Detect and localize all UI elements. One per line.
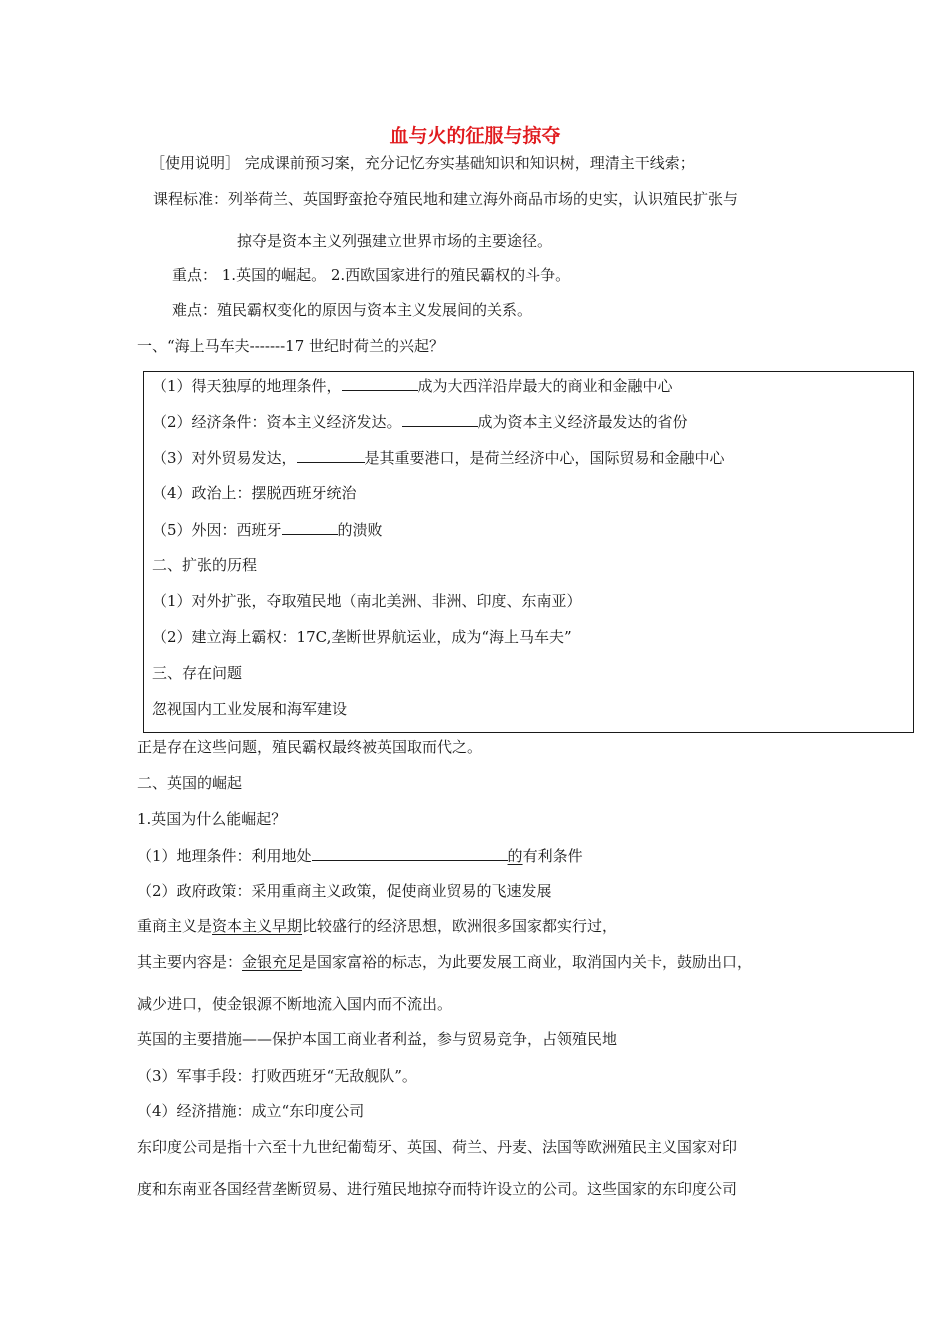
key-points: 重点： 1.英国的崛起。 2.西欧国家进行的殖民霸权的斗争。 [172,266,571,284]
box-item-1: （1）得天独厚的地理条件， 成为大西洋沿岸最大的商业和金融中心 [152,377,673,395]
course-standard-line-1: 课程标准：列举荷兰、英国野蛮抢夺殖民地和建立海外商品市场的史实，认识殖民扩张与 [153,190,739,208]
east-india-company-2: 度和东南亚各国经营垄断贸易、进行殖民地掠夺而特许设立的公司。这些国家的东印度公司 [137,1180,738,1198]
box-expansion-1: （1）对外扩张，夺取殖民地（南北美洲、非洲、印度、东南亚） [152,592,582,610]
page-title: 血与火的征服与掠夺 [389,125,561,147]
section-1-heading: 一、“海上马车夫-------17 世纪时荷兰的兴起？ [137,337,445,355]
after-box-text: 正是存在这些问题，殖民霸权最终被英国取而代之。 [137,738,483,756]
fill-blank[interactable] [297,447,365,463]
uk-reason-3: （3）军事手段：打败西班牙“无敌舰队”。 [137,1067,417,1085]
uk-reason-1: （1）地理条件：利用地处 的有利条件 [137,847,583,865]
fill-blank[interactable] [282,519,338,535]
question-1: 1.英国为什么能崛起？ [137,810,287,828]
uk-reason-4: （4）经济措施：成立“东印度公司 [137,1102,365,1120]
box-subheading-expansion: 二、扩张的历程 [152,556,258,574]
box-subheading-problems: 三、存在问题 [152,664,243,682]
usage-note: ［使用说明］ 完成课前预习案，充分记忆夯实基础知识和知识树，理清主干线索； [150,154,695,172]
course-standard-line-2: 掠夺是资本主义列强建立世界市场的主要途径。 [237,232,553,250]
box-expansion-2: （2）建立海上霸权：17C,垄断世界航运业，成为“海上马车夫” [152,628,572,646]
box-item-3: （3）对外贸易发达， 是其重要港口，是荷兰经济中心，国际贸易和金融中心 [152,449,725,467]
east-india-company-1: 东印度公司是指十六至十九世纪葡萄牙、英国、荷兰、丹麦、法国等欧洲殖民主义国家对印 [137,1138,738,1156]
box-problem: 忽视国内工业发展和海军建设 [152,700,348,718]
box-item-5: （5）外因：西班牙 的溃败 [152,521,383,539]
fill-blank[interactable] [312,845,508,861]
section-2-heading: 二、英国的崛起 [137,774,243,792]
uk-reason-2: （2）政府政策：采用重商主义政策，促使商业贸易的飞速发展 [137,882,552,900]
mercantilism-2: 其主要内容是：金银充足是国家富裕的标志，为此要发展工商业，取消国内关卡，鼓励出口， [137,953,753,971]
box-item-4: （4）政治上：摆脱西班牙统治 [152,484,357,502]
fill-blank[interactable] [402,411,478,427]
difficult-points: 难点：殖民霸权变化的原因与资本主义发展间的关系。 [172,301,533,319]
uk-measures: 英国的主要措施——保护本国工商业者利益，参与贸易竞争，占领殖民地 [137,1030,618,1048]
mercantilism-3: 减少进口，使金银源不断地流入国内而不流出。 [137,995,453,1013]
mercantilism-1: 重商主义是资本主义早期比较盛行的经济思想，欧洲很多国家都实行过， [137,917,618,935]
box-item-2: （2）经济条件：资本主义经济发达。 成为资本主义经济最发达的省份 [152,413,688,431]
fill-blank[interactable] [342,375,418,391]
